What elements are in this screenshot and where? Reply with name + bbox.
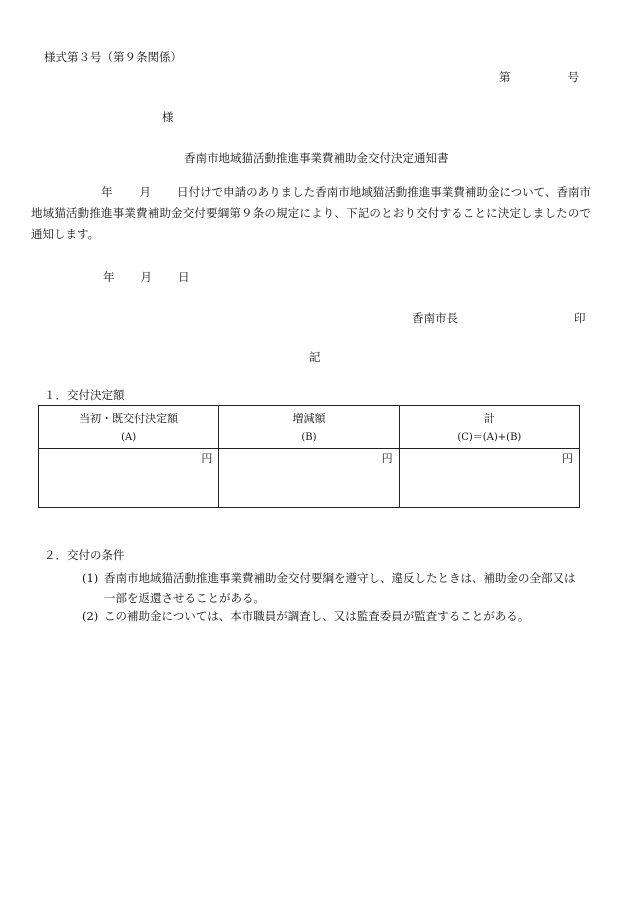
document-number-suffix: 号 xyxy=(567,70,579,84)
document-title: 香南市地域猫活動推進事業費補助金交付決定通知書 xyxy=(184,151,449,165)
section1-heading: １．交付決定額 xyxy=(44,388,125,402)
header-initial-amount: 当初・既交付決定額 (A) xyxy=(39,406,219,449)
ki-label: 記 xyxy=(309,350,321,364)
condition-2-text: この補助金については、本市職員が調査し、又は監査委員が監査することがある。 xyxy=(104,609,530,623)
body-year: 年 xyxy=(101,185,113,199)
condition-1-number: (1) xyxy=(82,571,99,585)
grant-table-value-row xyxy=(39,449,580,508)
header-change-amount: 増減額 (B) xyxy=(219,406,399,449)
grant-table-header-row xyxy=(39,406,580,449)
value-change-amount: 円 xyxy=(219,449,399,508)
body-month: 月 xyxy=(139,185,152,199)
grant-amount-table xyxy=(38,405,580,508)
issue-date-day: 日 xyxy=(178,270,190,284)
document-number xyxy=(499,72,579,84)
body-text: 日付けで申請のありました香南市地域猫活動推進事業費補助金について、香南市地域猫活動推進事業費補助金交付要綱第９条の規定により、下記のとおり交付することに決定しましたので通知します。 xyxy=(31,185,592,241)
form-number: 様式第３号（第９条関係） xyxy=(44,50,182,64)
condition-2-number: (2) xyxy=(82,609,99,623)
condition-1-text: 香南市地域猫活動推進事業費補助金交付要綱を遵守し、違反したときは、補助金の全部又は一部を返還させることがある。 xyxy=(104,571,576,605)
seal-mark: 印 xyxy=(574,311,586,325)
body-paragraph xyxy=(31,182,591,245)
issue-date-month: 月 xyxy=(140,270,152,284)
issuer: 香南市長 xyxy=(412,311,458,325)
header-total-amount: 計 (C)＝(A)+(B) xyxy=(399,406,579,449)
issue-date-year: 年 xyxy=(103,270,115,284)
section2-heading: ２．交付の条件 xyxy=(44,548,125,562)
document-number-prefix: 第 xyxy=(499,70,511,84)
value-initial-amount: 円 xyxy=(39,449,219,508)
addressee-honorific: 様 xyxy=(162,110,174,124)
issue-date xyxy=(103,272,190,284)
value-total-amount: 円 xyxy=(399,449,579,508)
